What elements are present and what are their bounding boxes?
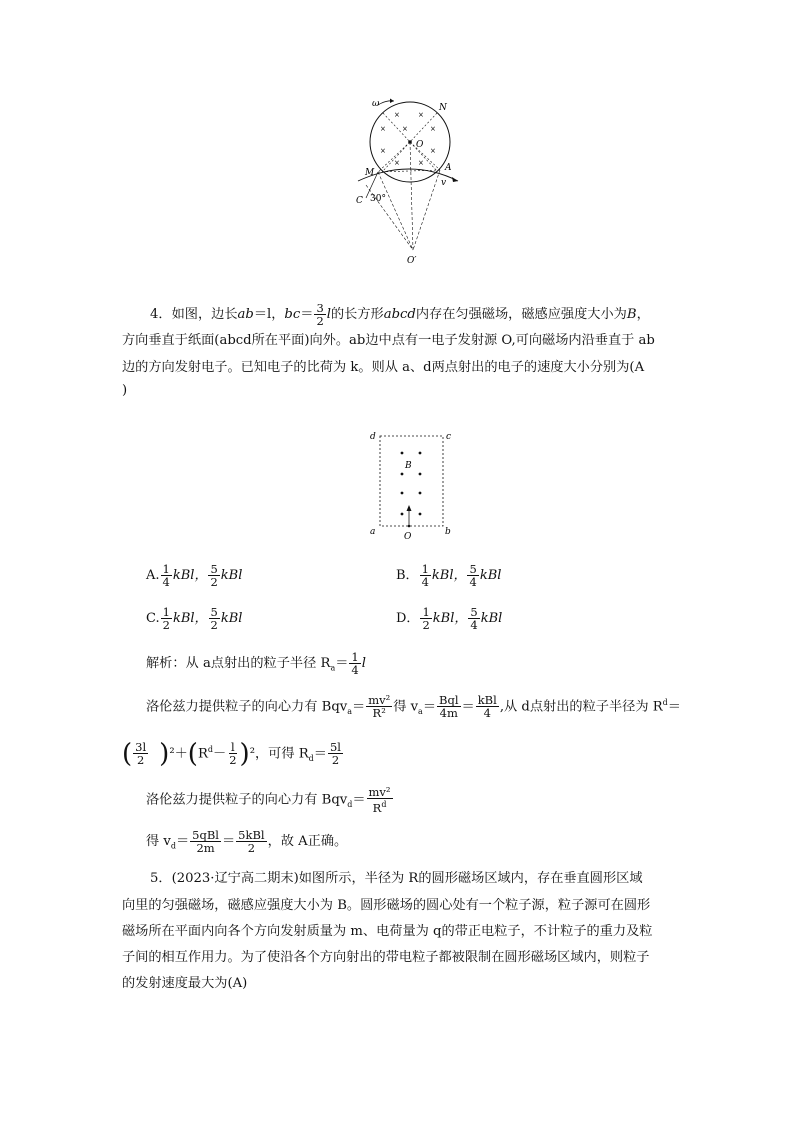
cross-mark: × xyxy=(380,125,386,133)
label-o: O xyxy=(404,532,412,542)
cross-mark: × xyxy=(402,125,408,133)
q4-stem-line1: 4．如图，边长ab＝l，bc＝ $\frac{3}{2}$ l的长方形abcd内存在匀强磁场，磁感应强度大小为B， xyxy=(150,301,650,328)
label-b-field: B xyxy=(405,461,412,471)
q5-line1: 5．(2023·辽宁高二期末)如图所示，半径为 R的圆形磁场区域内，存在垂直圆形区域 xyxy=(150,871,643,886)
cross-mark: × xyxy=(418,111,424,119)
trajectory-arrow-head xyxy=(452,177,458,182)
field-dot xyxy=(419,513,422,516)
cross-mark: × xyxy=(394,111,400,119)
line-mo xyxy=(378,172,413,250)
field-dot xyxy=(401,492,404,495)
q5-line2: 向里的匀强磁场，磁感应强度大小为 B。圆形磁场的圆心处有一个粒子源，粒子源可在圆形 xyxy=(122,898,651,913)
label-oprime: O′ xyxy=(407,256,417,266)
option-a[interactable]: A. $\frac{1}{4}$ kBl， $\frac{5}{2}$ kBl xyxy=(146,562,243,589)
figure-circle-field xyxy=(350,95,470,295)
analysis-line3: ( $\frac{3l}{2}$ )$^2+(R^d-$ $\frac{l}{2}$ )²，可得 $R_d=$ $\frac{5l}{2}$ xyxy=(122,738,341,769)
label-a: A xyxy=(445,163,452,173)
label-m: M xyxy=(365,168,375,178)
analysis-line1: 解析：从 a点射出的粒子半径 $R_a=$ $\frac{1}{4}$ l xyxy=(146,650,366,677)
cross-mark: × xyxy=(430,125,436,133)
cross-mark: × xyxy=(394,159,400,167)
field-dot xyxy=(419,473,422,476)
label-o: O xyxy=(416,140,424,150)
figure-rectangle-field xyxy=(365,428,465,543)
cross-mark: × xyxy=(418,159,424,167)
velocity-arrow-head xyxy=(407,505,412,511)
field-dot xyxy=(401,473,404,476)
label-a: a xyxy=(370,527,376,537)
field-dot xyxy=(401,513,404,516)
q5-line3: 磁场所在平面内向各个方向发射质量为 m、电荷量为 q的带正电粒子，不计粒子的重力及粒 xyxy=(122,924,653,939)
q5-line4: 子间的相互作用力。为了使沿各个方向射出的带电粒子都被限制在圆形磁场区域内，则粒子 xyxy=(122,950,650,965)
label-omega: ω xyxy=(372,99,380,109)
label-n: N xyxy=(439,103,447,113)
fraction: $\frac{3}{2}$ xyxy=(316,301,324,328)
analysis-line5: 得 $v_d=$ $\frac{\text{5qBl}}{2m}$ ＝ $\frac{\text{5kBl}}{2}$ ，故 A正确。 xyxy=(146,828,348,855)
q4-stem-line2: 方向垂直于纸面(abcd所在平面)向外。ab边中点有一电子发射源 O,可向磁场内沿垂直于 ab xyxy=(122,333,655,348)
label-v: v xyxy=(441,178,447,188)
label-c: c xyxy=(446,432,452,442)
field-dot xyxy=(401,452,404,455)
option-d[interactable]: D． $\frac{1}{2}$ kBl， $\frac{5}{4}$ kBl xyxy=(396,605,503,632)
label-b: b xyxy=(445,527,451,537)
field-rectangle xyxy=(380,436,443,526)
label-d: d xyxy=(370,432,376,442)
rotation-arrow-head xyxy=(390,99,394,104)
label-angle: 30° xyxy=(370,194,386,204)
q5-line5: 的发射速度最大为(A) xyxy=(122,976,248,991)
field-dot xyxy=(419,492,422,495)
field-dot xyxy=(419,452,422,455)
option-c[interactable]: C. $\frac{1}{2}$ kBl， $\frac{5}{2}$ kBl xyxy=(146,605,243,632)
q4-stem-line4: ) xyxy=(122,383,128,398)
analysis-line4: 洛伦兹力提供粒子的向心力有 Bqv$_d$＝ $\frac{\text{mv²}}{R^d}$ xyxy=(146,785,391,815)
line-o-o xyxy=(410,142,413,250)
analysis-line2: 洛伦兹力提供粒子的向心力有 Bqv$_a$＝ $\frac{\text{mv²}}{\text{R²}}$ 得 $v_a=$ $\frac{\text{Bql}}{4m}$ ＝ $\frac{\text{kBl}}{4}$ ,从 d点射出的粒子半径为 $R^d=$ xyxy=(146,693,681,721)
line-ao xyxy=(413,170,440,250)
q4-stem-line3: 边的方向发射电子。已知电子的比荷为 k。则从 a、d两点射出的电子的速度大小分别为(A xyxy=(122,360,645,375)
cross-mark: × xyxy=(430,147,436,155)
cross-mark: × xyxy=(380,147,386,155)
label-c: C xyxy=(356,196,363,206)
source-dot xyxy=(408,525,411,528)
option-b[interactable]: B． $\frac{1}{4}$ kBl， $\frac{5}{4}$ kBl xyxy=(396,562,502,589)
